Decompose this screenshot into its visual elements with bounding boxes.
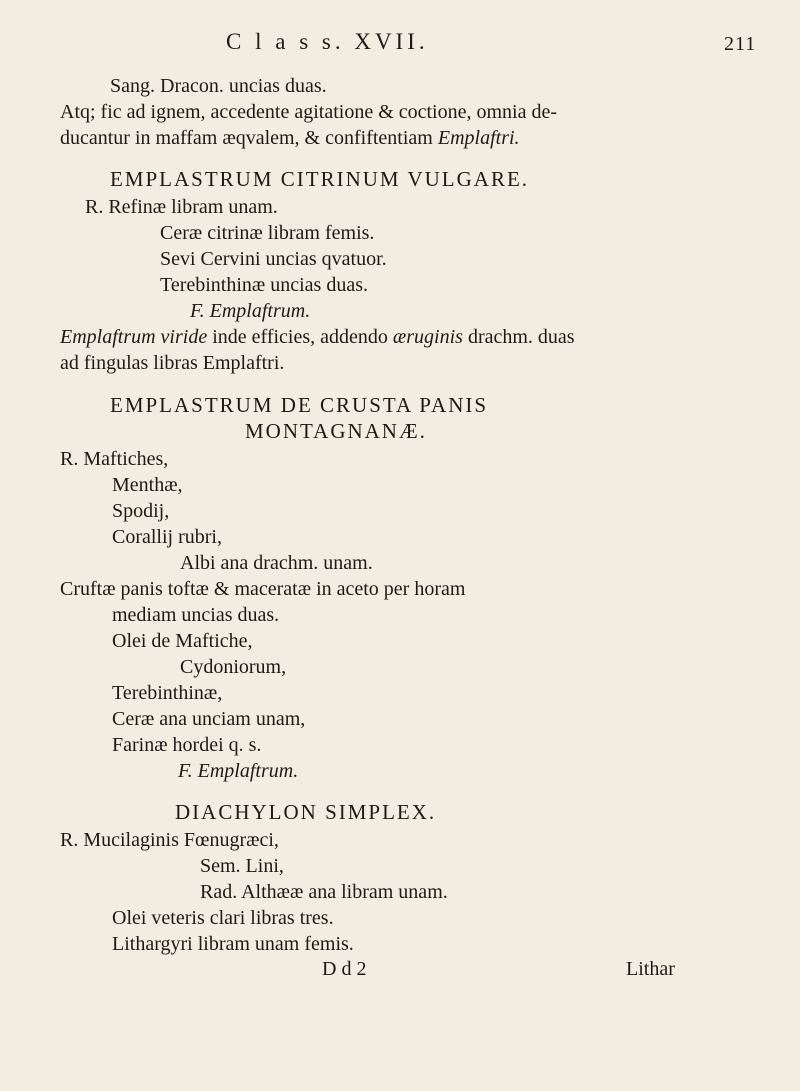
recipe-line: Rad. Althææ ana libram unam. bbox=[200, 881, 448, 903]
recipe-line: Lithargyri libram unam femis. bbox=[112, 933, 354, 955]
signature-mark: D d 2 bbox=[322, 958, 367, 980]
italic-term: Emplaftrum viride bbox=[60, 326, 208, 348]
recipe-line: Olei veteris clari libras tres. bbox=[112, 907, 334, 929]
recipe-line bbox=[190, 299, 310, 323]
text-line: ad fingulas libras Emplaftri. bbox=[60, 352, 285, 374]
recipe-line: Terebinthinæ, bbox=[112, 682, 223, 704]
recipe-line: Olei de Maftiche, bbox=[112, 630, 253, 652]
recipe-line: Cruftæ panis toftæ & maceratæ in aceto per horam bbox=[60, 578, 466, 600]
recipe-line: Ceræ citrinæ libram femis. bbox=[160, 222, 375, 244]
recipe-line: Corallij rubri, bbox=[112, 526, 222, 548]
recipe-line bbox=[178, 759, 298, 783]
recipe-heading: DIACHYLON SIMPLEX. bbox=[175, 800, 437, 824]
text-line: Atq; fic ad ignem, accedente agitatione & coctione, omnia de- bbox=[60, 101, 558, 123]
recipe-line: Albi ana drachm. unam. bbox=[180, 552, 373, 574]
text-line bbox=[60, 325, 575, 349]
recipe-line: Ceræ ana unciam unam, bbox=[112, 708, 306, 730]
italic-term: æruginis bbox=[392, 326, 463, 348]
recipe-line: R. Mucilaginis Fœnugræci, bbox=[60, 829, 279, 851]
page-number: 211 bbox=[724, 33, 757, 55]
recipe-heading: EMPLASTRUM DE CRUSTA PANIS bbox=[110, 393, 489, 417]
recipe-line: Farinæ hordei q. s. bbox=[112, 734, 262, 756]
recipe-line: Spodij, bbox=[112, 500, 170, 522]
italic-term: F. Emplaftrum. bbox=[190, 300, 311, 322]
text-span: ducantur in maffam æqvalem, & confiftentiam bbox=[60, 127, 438, 149]
text-line: Sang. Dracon. uncias duas. bbox=[110, 75, 327, 97]
class-header: C l a s s. XVII. bbox=[226, 29, 429, 54]
recipe-heading: EMPLASTRUM CITRINUM VULGARE. bbox=[110, 167, 530, 191]
text-span: drachm. duas bbox=[462, 326, 575, 348]
italic-term: Emplaftri. bbox=[437, 127, 520, 149]
text-span: inde efficies, addendo bbox=[207, 326, 393, 348]
recipe-line: Menthæ, bbox=[112, 474, 183, 496]
recipe-line: Sem. Lini, bbox=[200, 855, 284, 877]
recipe-line: R. Refinæ libram unam. bbox=[85, 196, 278, 218]
italic-term: F. Emplaftrum. bbox=[178, 760, 299, 782]
recipe-heading: MONTAGNANÆ. bbox=[245, 419, 427, 443]
recipe-line: Sevi Cervini uncias qvatuor. bbox=[160, 248, 387, 270]
recipe-line: R. Maftiches, bbox=[60, 448, 169, 470]
recipe-line: Cydoniorum, bbox=[180, 656, 287, 678]
text-line bbox=[60, 126, 520, 150]
recipe-line: mediam uncias duas. bbox=[112, 604, 280, 626]
catchword: Lithar bbox=[626, 958, 675, 980]
recipe-line: Terebinthinæ uncias duas. bbox=[160, 274, 368, 296]
